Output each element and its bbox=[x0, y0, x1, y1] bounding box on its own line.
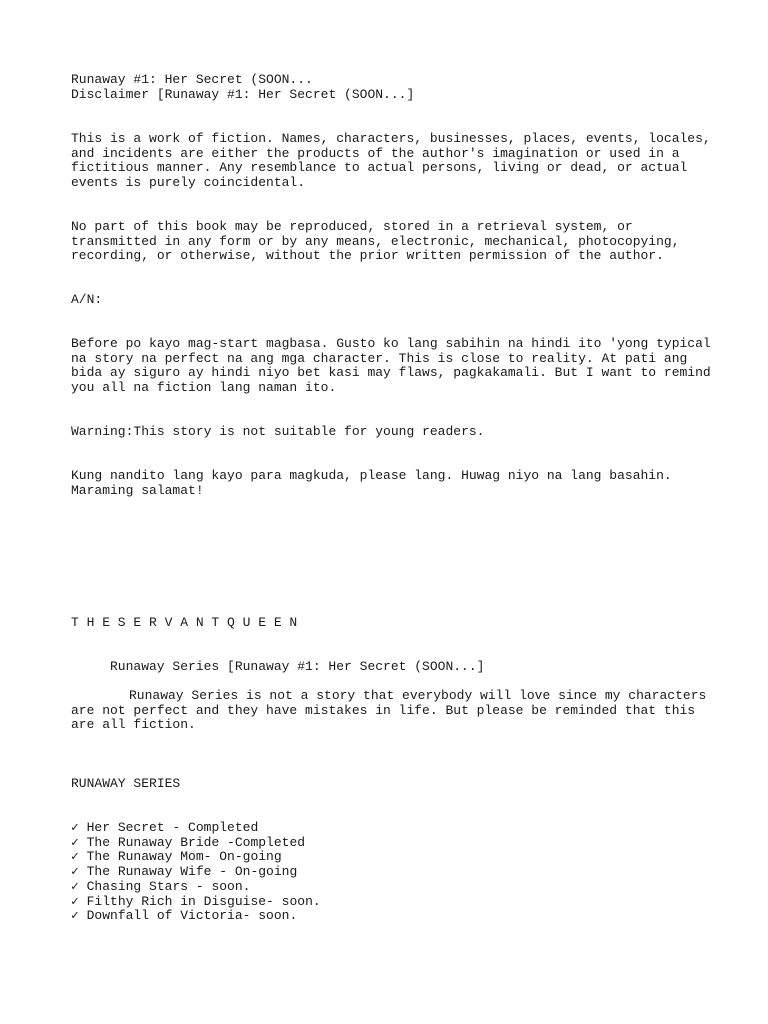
title-line: Runaway #1: Her Secret (SOON... bbox=[71, 72, 313, 87]
author-signature: T H E S E R V A N T Q U E E N bbox=[71, 615, 298, 630]
author-note-body: Before po kayo mag-start magbasa. Gusto ko lang sabihin na hindi ito 'yong typical na story na perfect na ang mga character. This is close to reality. At pati ang bida ay siguro ay hindi niyo bet kasi may flaws, pagkakamali. But I want to remind you all na fiction lang naman ito. bbox=[71, 336, 711, 396]
author-note-closing: Kung nandito lang kayo para magkuda, please lang. Huwag niyo na lang basahin. Maraming salamat! bbox=[71, 468, 672, 498]
list-item: ✓ Filthy Rich in Disguise- soon. bbox=[71, 893, 321, 909]
author-note-label: A/N: bbox=[71, 292, 103, 307]
list-item: ✓ Chasing Stars - soon. bbox=[71, 878, 251, 894]
list-item: ✓ The Runaway Mom- On-going bbox=[71, 849, 282, 865]
series-list-title: RUNAWAY SERIES bbox=[71, 776, 181, 791]
list-item: ✓ The Runaway Wife - On-going bbox=[71, 864, 298, 880]
series-description: Runaway Series is not a story that everybody will love since my characters are not perfect and they have mistakes in life. But please be reminded that this are all fiction. bbox=[71, 688, 707, 733]
warning-text: Warning:This story is not suitable for young readers. bbox=[71, 424, 485, 439]
list-item: ✓ Downfall of Victoria- soon. bbox=[71, 908, 298, 924]
disclaimer-heading: Disclaimer [Runaway #1: Her Secret (SOON...] bbox=[71, 87, 415, 102]
list-item: ✓ The Runaway Bride -Completed bbox=[71, 834, 306, 850]
fiction-notice: This is a work of fiction. Names, characters, businesses, places, events, locales, and incidents are either the products of the author's imagination or used in a fictitious manner. Any resemblance to actual persons, living or dead, or actual events is purely coincidental. bbox=[71, 131, 711, 191]
series-list bbox=[71, 821, 321, 924]
series-heading: Runaway Series [Runaway #1: Her Secret (SOON...] bbox=[110, 659, 485, 674]
list-item: ✓ Her Secret - Completed bbox=[71, 820, 259, 835]
copyright-notice: No part of this book may be reproduced, stored in a retrieval system, or transmitted in any form or by any means, electronic, mechanical, photocopying, recording, or otherwise, without the prior written permission of the author. bbox=[71, 219, 680, 264]
